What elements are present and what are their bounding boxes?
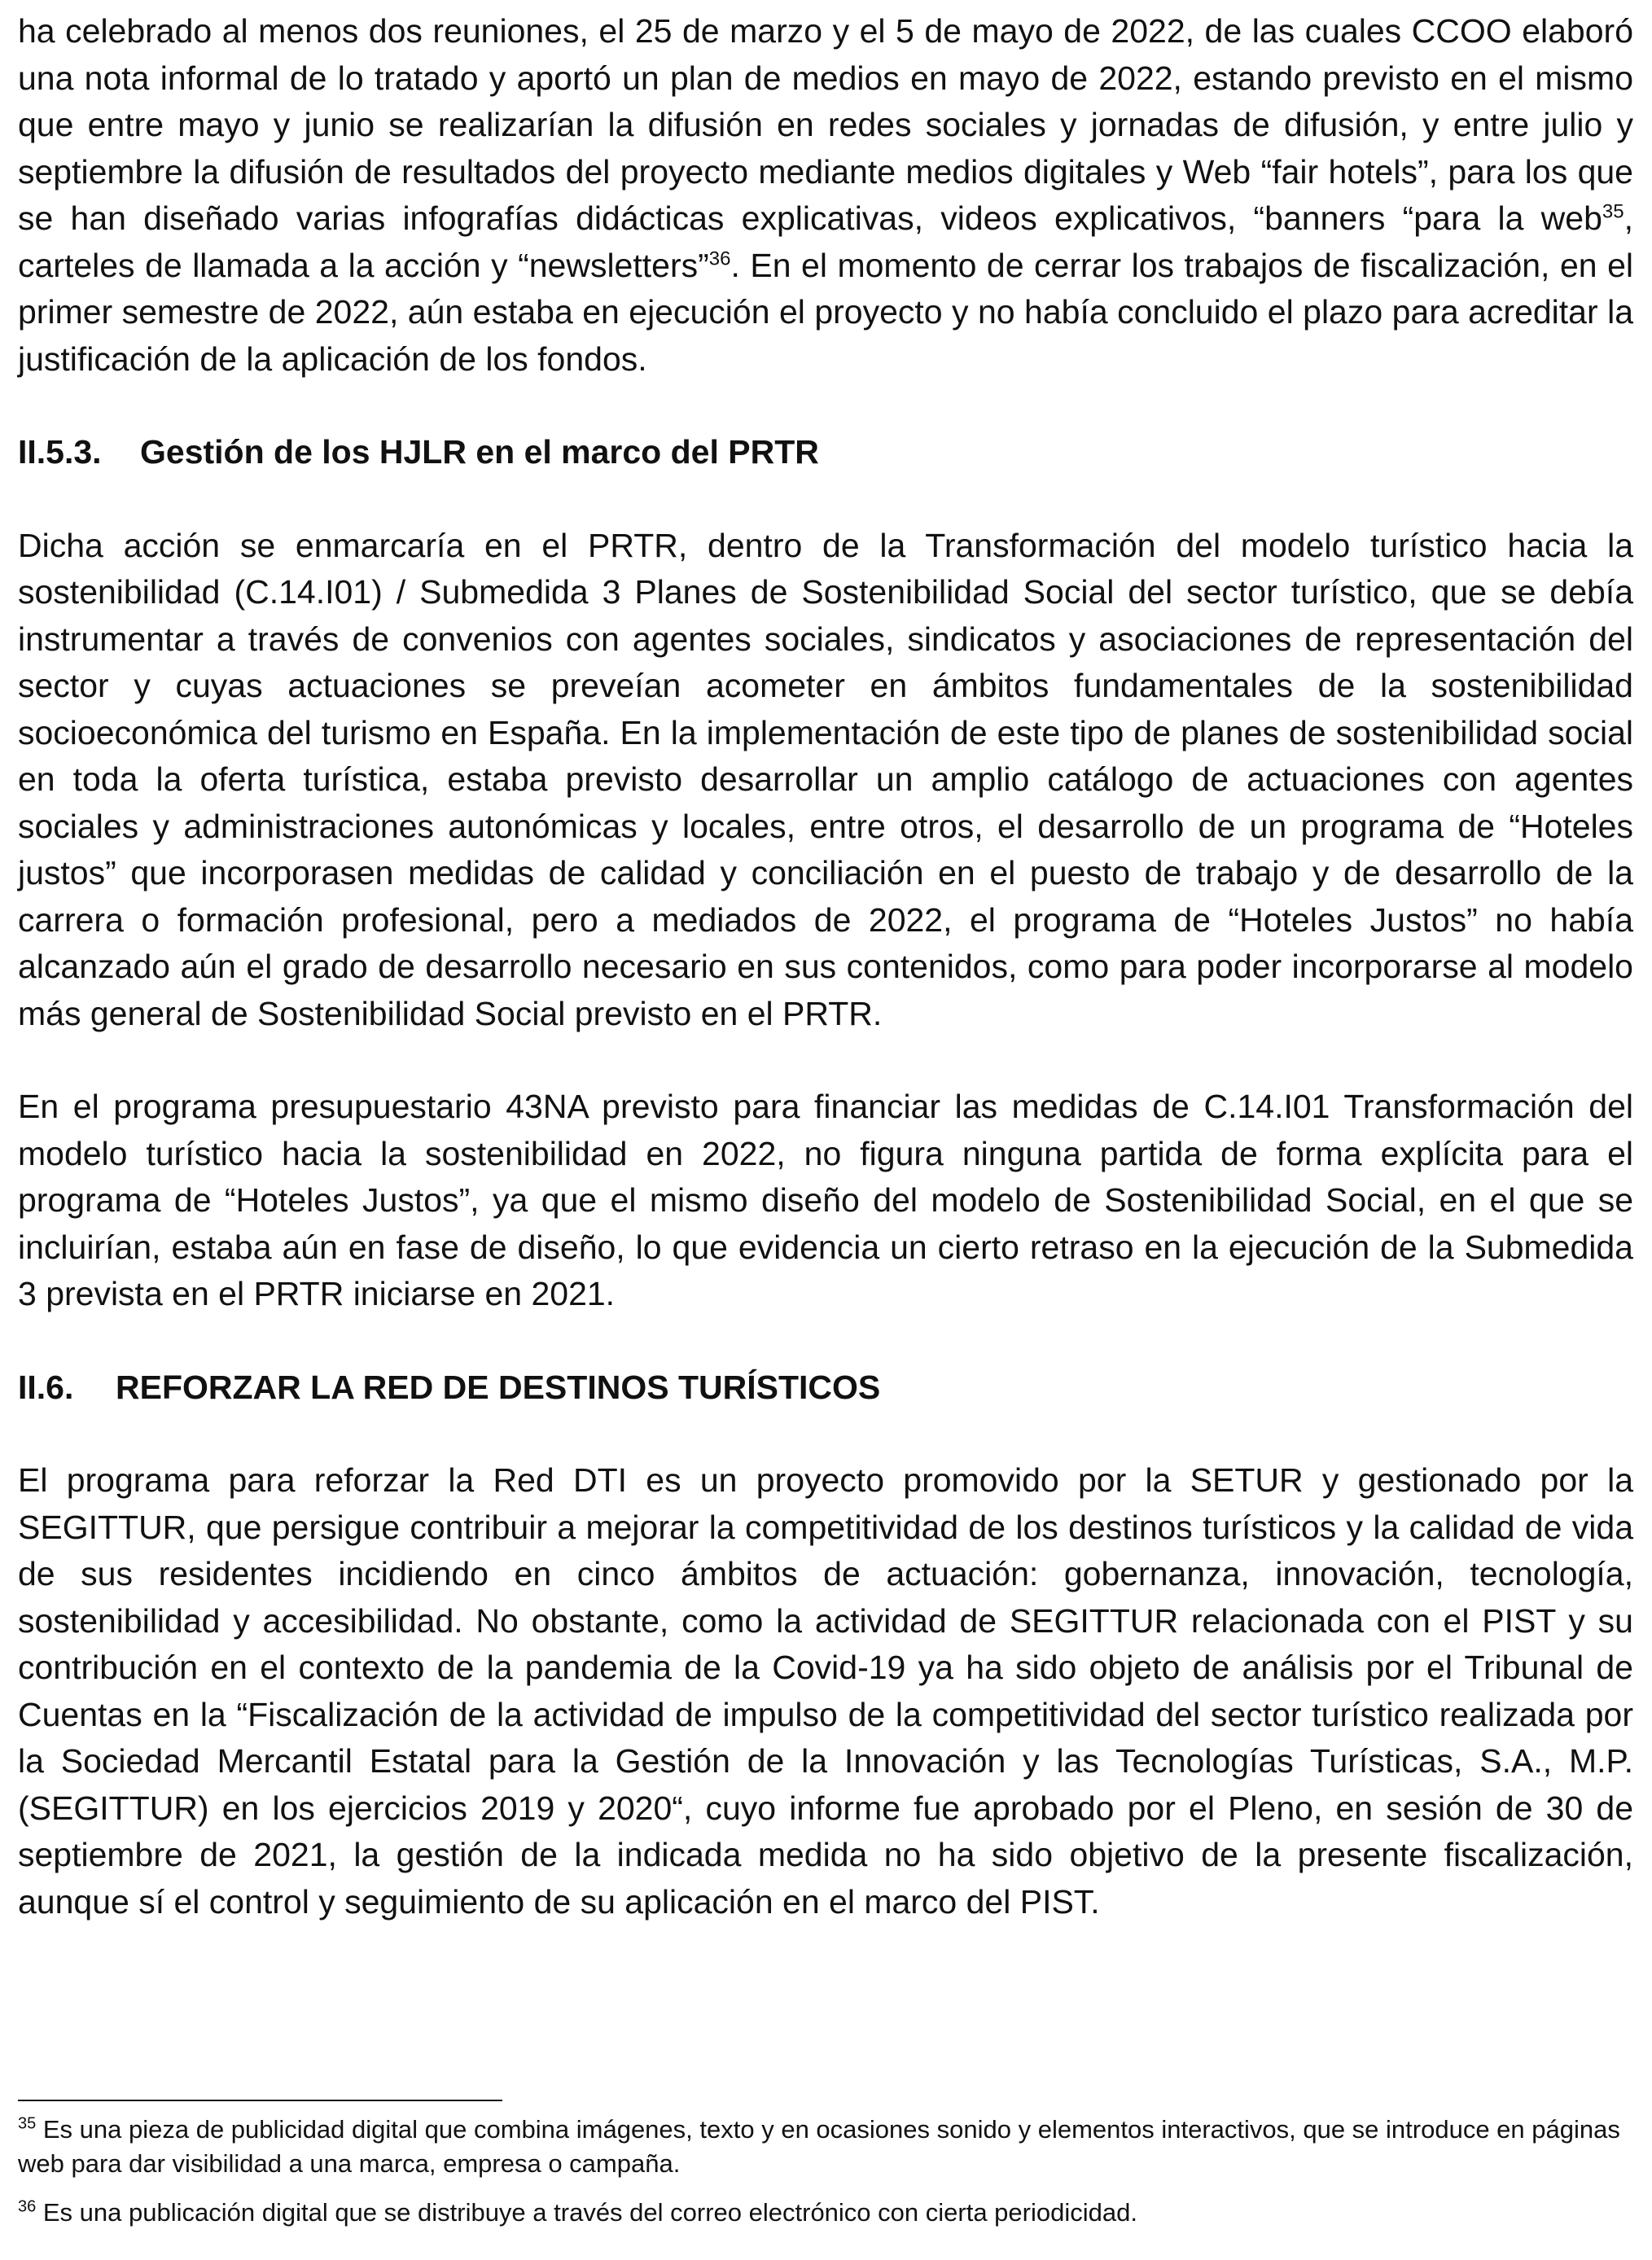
footnote-separator [18,2100,502,2101]
heading-number: II.5.3. [18,433,102,471]
section-heading-ii-6 [18,1364,1633,1412]
paragraph-programa-43na: En el programa presupuestario 43NA previsto para financiar las medidas de C.14.I01 Transformación del modelo turístico hacia la sostenibilidad en 2022, no figura ninguna partida de forma explícita para el programa de “Hoteles Justos”, ya que el mismo diseño del modelo de Sostenibilidad Social, en el que se incluirían, estaba aún en fase de diseño, lo que evidencia un cierto retraso en la ejecución de la Submedida 3 prevista en el PRTR iniciarse en 2021. [18,1088,1633,1312]
footnote-36 [18,2196,1633,2230]
paragraph-fair-hotels [18,8,1633,383]
footnote-35 [18,2113,1633,2181]
footnotes [18,2100,1633,2230]
footnote-ref-36[interactable]: 36 [708,247,731,269]
heading-title: Gestión de los HJLR en el marco del PRTR [140,433,819,471]
footnote-ref-35[interactable]: 35 [1602,200,1624,223]
paragraph-hoteles-justos: Dicha acción se enmarcaría en el PRTR, dentro de la Transformación del modelo turístico hacia la sostenibilidad (C.14.I01) / Submedida 3 Planes de Sostenibilidad Social del sector turístico, que se debía instrumentar a través de convenios con agentes sociales, sindicatos y asociaciones de representación del sector y cuyas actuaciones se preveían acometer en ámbitos fundamentales de la sostenibilidad socioeconómica del turismo en España. En la implementación de este tipo de planes de sostenibilidad social en toda la oferta turística, estaba previsto desarrollar un amplio catálogo de actuaciones con agentes sociales y administraciones autonómicas y locales, entre otros, el desarrollo de un programa de “Hoteles justos” que incorporasen medidas de calidad y conciliación en el puesto de trabajo y de desarrollo de la carrera o formación profesional, pero a mediados de 2022, el programa de “Hoteles Justos” no había alcanzado aún el grado de desarrollo necesario en sus contenidos, como para poder incorporarse al modelo más general de Sostenibilidad Social previsto en el PRTR. [18,526,1633,1032]
footnote-text: Es una pieza de publicidad digital que combina imágenes, texto y en ocasiones sonido y elementos interactivos, que se introduce en páginas web para dar visibilidad a una marca, empresa o campaña. [18,2115,1620,2178]
footnote-number: 35 [18,2114,37,2133]
footnote-text: Es una publicación digital que se distribuye a través del correo electrónico con cierta periodicidad. [36,2198,1137,2227]
heading-number: II.6. [18,1368,74,1406]
paragraph-text: . En el momento de cerrar los trabajos de fiscalización, en el primer semestre de 2022, aún estaba en ejecución el proyecto y no había concluido el plazo para acreditar la justificación de la aplicación de los fondos. [18,246,1633,378]
document-page [18,8,1633,1925]
footnote-number: 36 [18,2197,37,2216]
section-heading-ii-5-3 [18,429,1633,476]
paragraph-red-dti: El programa para reforzar la Red DTI es un proyecto promovido por la SETUR y gestionado por la SEGITTUR, que persigue contribuir a mejorar la competitividad de los destinos turísticos y la calidad de vida de sus residentes incidiendo en cinco ámbitos de actuación: gobernanza, innovación, tecnología, sostenibilidad y accesibilidad. No obstante, como la actividad de SEGITTUR relacionada con el PIST y su contribución en el contexto de la pandemia de la Covid-19 ya ha sido objeto de análisis por el Tribunal de Cuentas en la “Fiscalización de la actividad de impulso de la competitividad del sector turístico realizada por la Sociedad Mercantil Estatal para la Gestión de la Innovación y las Tecnologías Turísticas, S.A., M.P. (SEGITTUR) en los ejercicios 2019 y 2020“, cuyo informe fue aprobado por el Pleno, en sesión de 30 de septiembre de 2021, la gestión de la indicada medida no ha sido objetivo de la presente fiscalización, aunque sí el control y seguimiento de su aplicación en el marco del PIST. [18,1461,1633,1921]
paragraph-text: , carteles de llamada a la acción y “newsletters” [18,199,1633,284]
paragraph-text: ha celebrado al menos dos reuniones, el 25 de marzo y el 5 de mayo de 2022, de las cuales CCOO elaboró una nota informal de lo tratado y aportó un plan de medios en mayo de 2022, estando previsto en el mismo que entre mayo y junio se realizarían la difusión en redes sociales y jornadas de difusión, y entre julio y septiembre la difusión de resultados del proyecto mediante medios digitales y Web “fair hotels”, para los que se han diseñado varias infografías didácticas explicativas, videos explicativos, “banners “para la web [18,12,1633,237]
heading-title: REFORZAR LA RED DE DESTINOS TURÍSTICOS [116,1368,881,1406]
